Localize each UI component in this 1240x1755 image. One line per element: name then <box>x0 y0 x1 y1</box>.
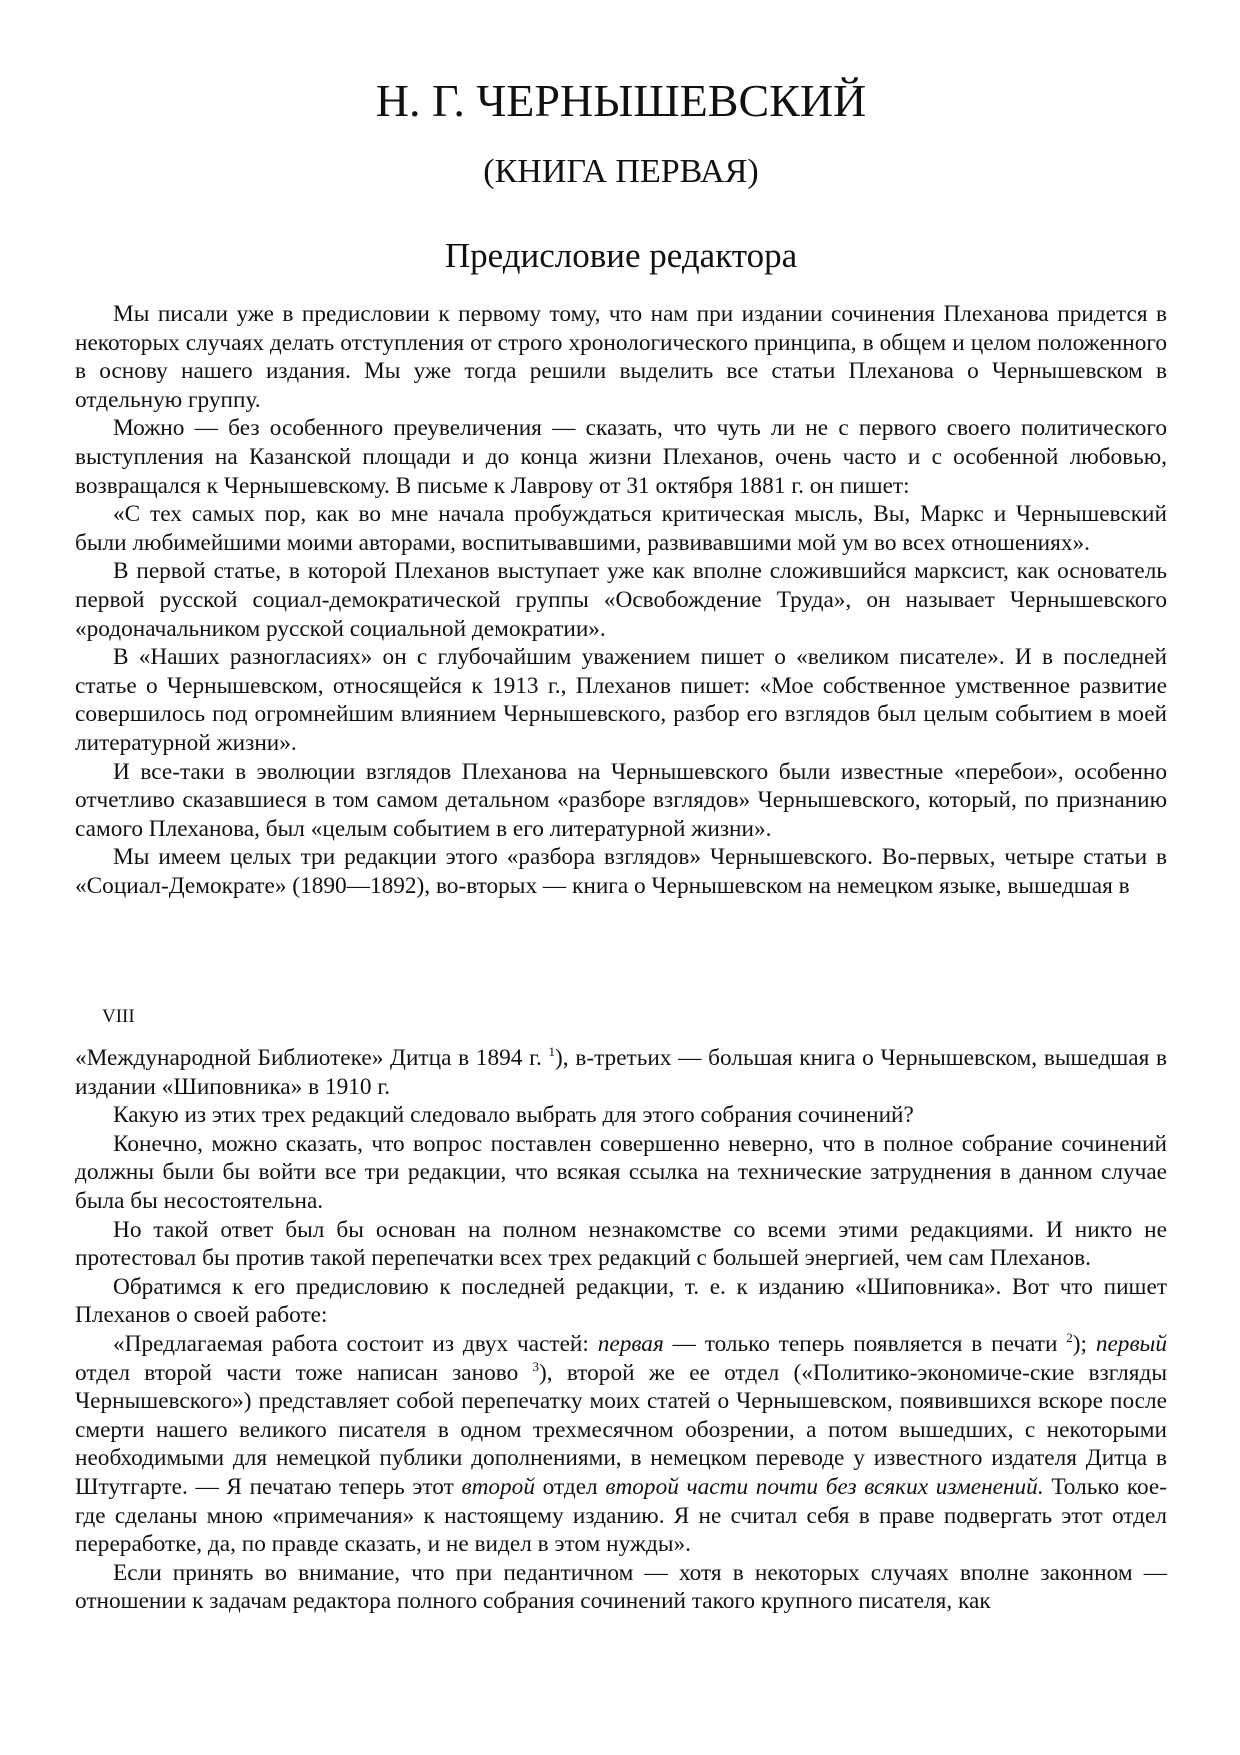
quote-text: — только теперь появляется в печати <box>663 1330 1067 1357</box>
document-title: Н. Г. ЧЕРНЫШЕВСКИЙ <box>375 75 867 126</box>
paragraph-text: ), в-третьих — большая книга о Чернышевском, вышедшая в издании «Шиповника» в 1910 г. <box>75 1045 1167 1100</box>
quote-text: ); <box>1072 1330 1096 1357</box>
emphasis-text: второй части почти без всяких изменений. <box>605 1473 1044 1500</box>
quote-text: отдел <box>534 1473 606 1500</box>
page-number: VIII <box>102 1006 135 1027</box>
paragraph: И все-таки в эволюции взглядов Плеханова на Чернышевского были известные «перебои», особенно отчетливо сказавшиеся в том самом детальном «разборе взглядов» Чернышевского, который, по признанию самого Плеханова, был «целым событием в его литературной жизни». <box>75 758 1167 842</box>
text-block-lower <box>75 1044 1167 1616</box>
document-subtitle: (КНИГА ПЕРВАЯ) <box>483 153 759 190</box>
quote-text: ), второй же ее отдел («Политико-экономиче-ские взгляды Чернышевского») представляет собой перепечатку моих статей о Чернышевском, появившихся вскоре после смерти нашего великого писателя в одном трехмесячном обозрении, а потом вышедших, с некоторыми необходимыми для немецкой публики дополнениями, в немецком переводе у известного издателя Дитца в Штутгарте. — Я печатаю теперь этот <box>75 1359 1167 1500</box>
paragraph: Но такой ответ был бы основан на полном незнакомстве со всеми этими редакциями. И никто не протестовал бы против такой перепечатки всех трех редакций с большей энергией, чем сам Плеханов. <box>75 1216 1167 1272</box>
paragraph: В «Наших разногласиях» он с глубочайшим уважением пишет о «великом писателе». И в последней статье о Чернышевском, относящейся к 1913 г., Плеханов пишет: «Мое собственное умственное развитие совершилось под огромнейшим влиянием Чернышевского, разбор его взглядов был целым событием в моей литературной жизни». <box>75 644 1167 756</box>
continued-paragraph <box>75 1044 1167 1101</box>
quote-paragraph <box>75 1330 1167 1559</box>
emphasis-text: второй <box>461 1473 535 1500</box>
paragraph: Обратимся к его предисловию к последней редакции, т. е. к изданию «Шиповника». Вот что пишет Плеханов о своей работе: <box>75 1273 1167 1329</box>
quote-text: Только кое-где сделаны мною «примечания» к настоящему изданию. Я не считал себя в праве подвергать этот отдел переработке, да, по правде сказать, и не видел в этом нужды». <box>75 1473 1167 1558</box>
footnote-ref-3[interactable]: 3 <box>532 1358 539 1374</box>
footnote-ref-1[interactable]: 1 <box>548 1044 556 1060</box>
quote-paragraph: «С тех самых пор, как во мне начала пробуждаться критическая мысль, Вы, Маркс и Чернышевский были любимейшими моими авторами, воспитывавшими, развивавшими мой ум во всех отношениях». <box>75 501 1167 556</box>
paragraph: Какую из этих трех редакций следовало выбрать для этого собрания сочинений? <box>113 1102 914 1129</box>
text-block-upper <box>75 300 1167 900</box>
paragraph: Мы писали уже в предисловии к первому тому, что нам при издании сочинения Плеханова придется в некоторых случаях делать отступления от строго хронологического принципа, в общем и целом положенного в основу нашего издания. Мы уже тогда решили выделить все статьи Плеханова о Чернышевском в отдельную группу. <box>75 301 1167 413</box>
paragraph: Если принять во внимание, что при педантичном — хотя в некоторых случаях вполне законном — отношении к задачам редактора полного собрания сочинений такого крупного писателя, как <box>75 1559 1167 1615</box>
emphasis-text: первый <box>1095 1330 1167 1357</box>
paragraph: Можно — без особенного преувеличения — сказать, что чуть ли не с первого своего политического выступления на Казанской площади и до конца жизни Плеханов, очень часто и с особенной любовью, возвращался к Чернышевскому. В письме к Лаврову от 31 октября 1881 г. он пишет: <box>75 415 1167 499</box>
paragraph-text: «Международной Библиотеке» Дитца в 1894 г. <box>75 1045 549 1071</box>
footnote-ref-2[interactable]: 2 <box>1066 1330 1073 1346</box>
section-title: Предисловие редактора <box>444 236 798 275</box>
paragraph: Конечно, можно сказать, что вопрос поставлен совершенно неверно, что в полное собрание сочинений должны были бы войти все три редакции, что всякая ссылка на технические затруднения в данном случае была бы несостоятельна. <box>75 1130 1167 1214</box>
quote-text: отдел второй части тоже написан заново <box>75 1359 533 1386</box>
quote-text: «Предлагаемая работа состоит из двух частей: <box>113 1330 598 1357</box>
paragraph: Мы имеем целых три редакции этого «разбора взглядов» Чернышевского. Во-первых, четыре статьи в «Социал-Демократе» (1890—1892), во-вторых — книга о Чернышевском на немецком языке, вышедшая в <box>75 844 1167 899</box>
paragraph: В первой статье, в которой Плеханов выступает уже как вполне сложившийся марксист, как основатель первой русской социал-демократической группы «Освобождение Труда», он называет Чернышевского «родоначальником русской социальной демократии». <box>75 558 1167 642</box>
emphasis-text: первая <box>597 1330 664 1357</box>
